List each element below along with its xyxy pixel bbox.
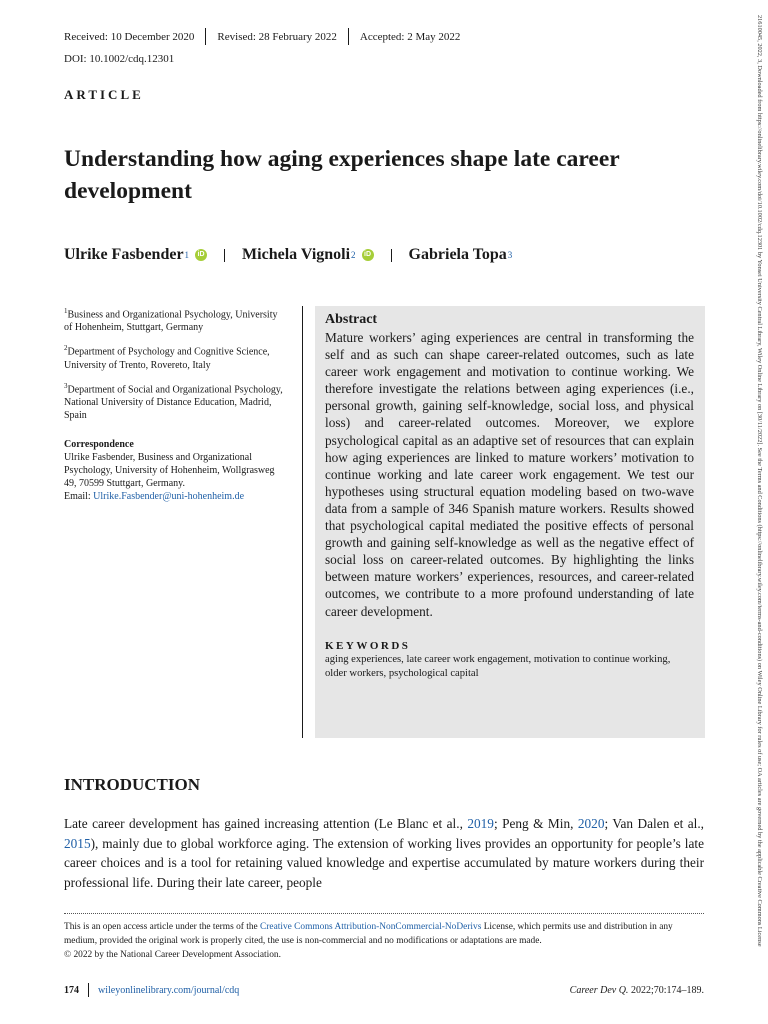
author-name[interactable]: Michela Vignoli xyxy=(242,246,351,263)
orcid-icon[interactable]: iD xyxy=(362,249,374,261)
abstract-title: Abstract xyxy=(325,312,378,327)
author-name[interactable]: Gabriela Topa xyxy=(408,246,507,263)
correspondence-title: Correspondence xyxy=(64,438,134,450)
affiliations xyxy=(64,305,286,503)
license-link[interactable]: Creative Commons Attribution-NonCommercial-NoDerivs xyxy=(260,922,482,932)
divider xyxy=(391,249,392,262)
affiliation: $^3$Department of Social and Organizational Psychology, National University of Distance Education, Madrid, Spain xyxy=(64,381,283,421)
divider xyxy=(88,983,89,997)
orcid-icon[interactable]: iD xyxy=(195,249,207,261)
accepted-date: Accepted: 2 May 2022 xyxy=(359,30,461,43)
divider xyxy=(224,249,225,262)
divider xyxy=(348,28,349,45)
keywords-text: aging experiences, late career work engagement, motivation to continue working, older workers, psychological capital xyxy=(325,653,671,679)
footnote-divider xyxy=(64,913,704,914)
received-date: Received: 10 December 2020 xyxy=(64,30,195,43)
author-name[interactable]: Ulrike Fasbender xyxy=(64,246,184,263)
affiliation: $^2$Department of Psychology and Cognitive Science, University of Trento, Rovereto, Italy xyxy=(64,344,270,371)
author-affiliation-marker[interactable]: 1 xyxy=(184,250,190,260)
paper-title: Understanding how aging experiences shape late career development xyxy=(64,146,620,204)
introduction-paragraph: Late career development has gained increasing attention (Le Blanc et al., 2019; Peng & Min, 2020; Van Dalen et al., 2015), mainly due to global workforce aging. The extension of working lives provides an opportunity for people’s late career choices and is a tool for retaining valued knowledge and expertise accumulated by mature workers during their professional life. During their late career, people xyxy=(64,816,704,890)
column-divider xyxy=(302,306,303,738)
abstract-box xyxy=(315,306,705,738)
doi: DOI: 10.1002/cdq.12301 xyxy=(64,53,175,65)
correspondence-email-link[interactable]: Ulrike.Fasbender@uni-hohenheim.de xyxy=(93,490,245,502)
citation-link[interactable]: 2020 xyxy=(577,816,605,831)
author-affiliation-marker[interactable]: 3 xyxy=(507,250,513,260)
abstract-text: Mature workers’ aging experiences are central in transforming the self and as such can shape career-related outcomes, such as late career work engagement and motivation to continue working. We therefore investigate the relations between aging experiences (i.e., personal growth, gaining self-knowledge, social loss, and physical loss) and career-related outcomes. Moreover, we explore psychological capital as an adaptive set of resources that can explain how aging experiences are linked to mature workers’ motivation to continue working and late career work engagement. We test our hypotheses using structural equation modeling based on two-wave data from a sample of 346 Spanish mature workers. Results showed that psychological capital mediated the positive effects of personal growth and gaining self-knowledge as well as the negative effect of social loss on career-related outcomes. By highlighting the links between mature workers’ experiences, resources, and career-related outcomes, we contribute to a more profound understanding of late career development. xyxy=(325,330,694,619)
affiliation: $^1$Business and Organizational Psychology, University of Hohenheim, Stuttgart, Germany xyxy=(64,307,278,334)
journal-citation: Career Dev Q. 2022;70:174–189. xyxy=(569,984,704,996)
download-notice-text: 21610045, 2022, 3, Downloaded from https://onlinelibrary.wiley.com/doi/10.1002/cdq.12301 by Yonsei University Central Library, Wiley Online Library on [30/11/2022]. See the Terms and Conditions (https://onlinelibrary.wiley.com/terms-and-conditions) on Wiley Online Library for rules of use; OA articles are governed by the applicable Creative Commons License xyxy=(756,15,763,947)
citation-link[interactable]: 2019 xyxy=(467,816,494,831)
introduction-heading: INTRODUCTION xyxy=(64,775,201,794)
copyright-notice: © 2022 by the National Career Development Association. xyxy=(64,950,281,960)
download-notice xyxy=(754,15,766,1010)
divider xyxy=(205,28,206,45)
journal-url-link[interactable]: wileyonlinelibrary.com/journal/cdq xyxy=(98,984,240,996)
revised-date: Revised: 28 February 2022 xyxy=(217,30,337,43)
author-list xyxy=(64,246,512,264)
correspondence-text: Ulrike Fasbender, Business and Organizational Psychology, University of Hohenheim, Wollgrasweg 49, 70599 Stuttgart, Germany. Email: Ulrike.Fasbender@uni-hohenheim.de xyxy=(64,451,275,502)
page-footer xyxy=(64,983,704,997)
citation-link[interactable]: 2015 xyxy=(64,835,91,851)
article-dates xyxy=(64,28,460,45)
article-type-label: ARTICLE xyxy=(64,87,144,102)
page-number: 174 xyxy=(64,984,79,996)
author-affiliation-marker[interactable]: 2 xyxy=(351,250,356,260)
keywords-title: KEYWORDS xyxy=(325,639,411,652)
license-footnote: This is an open access article under the terms of the Creative Commons Attribution-NonCommercial-NoDerivs License, which permits use and distribution in any medium, provided the original work is properly cited, the use is non-commercial and no modifications or adaptations are made. © 2022 by the National Career Development Association. xyxy=(64,922,673,960)
